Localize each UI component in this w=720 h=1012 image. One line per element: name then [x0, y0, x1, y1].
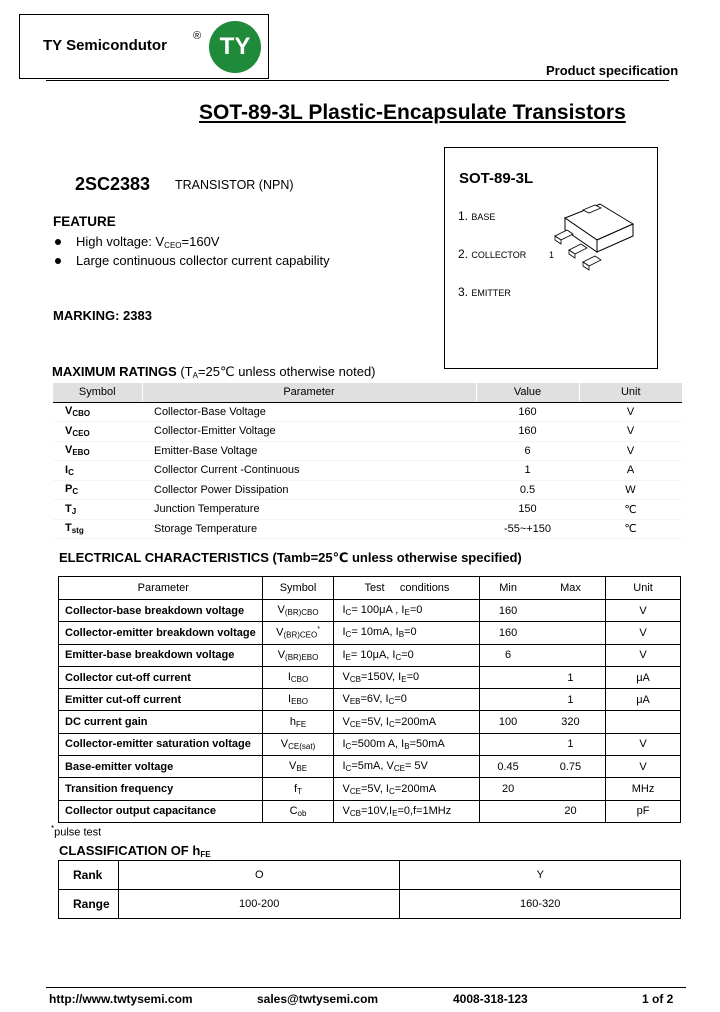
max-ratings-table: [53, 383, 682, 539]
column-header: Unit: [579, 383, 682, 402]
symbol-cell: $h_{FE}$: [262, 711, 334, 733]
table-row: [59, 800, 681, 822]
symbol-cell: $f_T$: [262, 778, 334, 800]
parameter-cell: Collector-Base Voltage: [154, 405, 266, 418]
parameter-cell: Collector-Emitter Voltage: [154, 425, 276, 438]
pin-3: 3. EMITTER: [458, 285, 511, 299]
unit-cell: V: [626, 444, 635, 457]
unit-cell: V: [626, 425, 635, 438]
condition-cell: $V_{CE}=5V$, $I_C=200mA$: [334, 711, 480, 733]
parameter-cell: Collector-emitter saturation voltage: [65, 738, 251, 751]
table-row: [59, 861, 681, 890]
table-row: [53, 500, 682, 520]
value-cell: 160: [518, 425, 537, 438]
column-header: Parameter: [137, 582, 189, 594]
bullet-icon: [55, 239, 61, 245]
spec-label: Product specification: [546, 63, 679, 78]
min-cell: 6: [480, 644, 536, 666]
parameter-cell: Collector output capacitance: [65, 805, 216, 818]
column-header: Max: [560, 582, 581, 594]
page-title: SOT-89-3L Plastic-Encapsulate Transistors: [199, 101, 626, 124]
table-row: [59, 778, 681, 800]
footer-phone: 4008-318-123: [453, 992, 528, 1006]
range-y: 160-320: [400, 890, 681, 919]
parameter-cell: Base-emitter voltage: [65, 760, 174, 773]
footer-divider: [46, 987, 686, 988]
logo-text: TY: [219, 33, 251, 60]
rank-o: O: [118, 861, 400, 890]
parameter-cell: Collector-base breakdown voltage: [65, 604, 245, 617]
min-cell: 160: [480, 622, 536, 644]
max-cell: 320: [561, 716, 580, 729]
min-cell: [480, 689, 536, 711]
symbol-cell: $V_{EBO}$: [65, 444, 90, 458]
page-number: 1 of 2: [642, 992, 674, 1006]
symbol-cell: $V_{(BR)CBO}$: [262, 600, 334, 622]
min-cell: [480, 666, 536, 688]
pin-1: 1. BASE: [458, 209, 496, 223]
table-row: [59, 600, 681, 622]
brand-name: TY Semicondutor: [43, 37, 167, 54]
pulse-note: *pulse test: [51, 824, 102, 839]
footer-email-link[interactable]: sales@twtysemi.com: [257, 992, 379, 1006]
table-row: [53, 461, 682, 481]
value-cell: 160: [518, 405, 537, 418]
classification-table: [58, 860, 681, 919]
table-row: [53, 441, 682, 461]
feature-heading: FEATURE: [53, 214, 116, 229]
range-label: Range: [73, 897, 110, 911]
symbol-cell: $V_{(BR)EBO}$: [262, 644, 334, 666]
condition-cell: $I_E= 10\mu A$, $I_C=0$: [334, 644, 480, 666]
condition-cell: $I_C=500m$ A, $I_B=50mA$: [334, 733, 480, 755]
unit-cell: ℃: [624, 503, 637, 516]
electrical-table: [58, 576, 681, 823]
table-row: [59, 622, 681, 644]
symbol-cell: $P_C$: [65, 483, 79, 497]
unit-cell: A: [626, 464, 635, 477]
rank-label: Rank: [73, 868, 103, 882]
max-cell: 1: [567, 693, 574, 706]
max-cell: 0.75: [559, 760, 582, 773]
max-cell: [536, 778, 606, 800]
unit-cell: V: [606, 622, 681, 644]
package-drawing: [545, 196, 645, 286]
parameter-cell: DC current gain: [65, 716, 148, 729]
unit-cell: [606, 711, 681, 733]
package-title: SOT-89-3L: [459, 170, 534, 187]
symbol-cell: $T_J$: [65, 502, 77, 516]
parameter-cell: Transition frequency: [65, 783, 174, 796]
registered-mark: ®: [193, 30, 202, 42]
table-row: [59, 733, 681, 755]
unit-cell: V: [606, 733, 681, 755]
parameter-cell: Collector Power Dissipation: [154, 483, 289, 496]
electrical-heading: ELECTRICAL CHARACTERISTICS (Tamb=25℃ unless otherwise specified): [59, 550, 522, 565]
classification-heading: CLASSIFICATION OF $h_{FE}$: [59, 843, 211, 859]
max-cell: [536, 644, 606, 666]
condition-cell: $V_{CB}=150V$, $I_E=0$: [334, 666, 480, 688]
symbol-cell: $I_C$: [65, 463, 74, 477]
value-cell: 1: [524, 464, 531, 477]
parameter-cell: Emitter-base breakdown voltage: [65, 649, 235, 662]
parameter-cell: Storage Temperature: [154, 522, 258, 535]
table-row: [53, 402, 682, 422]
parameter-cell: Collector cut-off current: [65, 671, 191, 684]
marking: MARKING: 2383: [53, 308, 152, 323]
table-row: [59, 666, 681, 688]
max-cell: [536, 600, 606, 622]
condition-cell: $I_C= 10mA$, $I_B=0$: [334, 622, 480, 644]
drawing-pin-label: 1: [549, 250, 555, 260]
value-cell: 150: [518, 503, 537, 516]
min-cell: 20: [480, 778, 536, 800]
feature-item: Large continuous collector current capability: [55, 253, 330, 268]
feature-item: High voltage: $V_{CEO}=160V$: [55, 234, 219, 250]
column-header: Symbol: [53, 383, 142, 402]
part-number: 2SC2383: [75, 174, 151, 194]
symbol-cell: $V_{CEO}$: [65, 424, 90, 438]
unit-cell: MHz: [606, 778, 681, 800]
max-ratings-heading: MAXIMUM RATINGS ($T_A=25℃$ unless otherwise noted): [52, 364, 376, 380]
table-row: [59, 644, 681, 666]
value-cell: 0.5: [519, 483, 536, 496]
unit-cell: ℃: [624, 523, 637, 536]
unit-cell: V: [626, 405, 635, 418]
parameter-cell: Emitter cut-off current: [65, 693, 182, 706]
unit-cell: V: [606, 600, 681, 622]
min-cell: [480, 733, 536, 755]
condition-cell: $V_{EB}=6V$, $I_C=0$: [334, 689, 480, 711]
table-row: [53, 519, 682, 539]
footer-url-link[interactable]: http://www.twtysemi.com: [49, 992, 193, 1006]
value-cell: -55~+150: [503, 522, 552, 535]
range-o: 100-200: [118, 890, 400, 919]
condition-cell: $I_C= 100\mu A$ , $I_E=0$: [334, 600, 480, 622]
column-header: Test conditions: [334, 577, 480, 600]
column-header: Symbol: [262, 577, 334, 600]
min-cell: 0.45: [480, 756, 536, 778]
unit-cell: W: [625, 483, 636, 496]
unit-cell: μA: [606, 666, 681, 688]
column-header: Parameter: [142, 383, 476, 402]
value-cell: 6: [524, 444, 531, 457]
symbol-cell: $I_{CBO}$: [262, 666, 334, 688]
pin-2: 2. COLLECTOR: [458, 247, 527, 261]
parameter-cell: Collector-emitter breakdown voltage: [65, 626, 256, 639]
table-row: [59, 689, 681, 711]
symbol-cell: $T_{stg}$: [65, 522, 84, 536]
company-logo: [209, 21, 261, 73]
unit-cell: pF: [606, 800, 681, 822]
condition-cell: $V_{CE}=5V$, $I_C=200mA$: [334, 778, 480, 800]
symbol-cell: $V_{CE(sat)}$: [262, 733, 334, 755]
symbol-cell: $V_{BE}$: [262, 756, 334, 778]
max-cell: [536, 622, 606, 644]
unit-cell: V: [606, 644, 681, 666]
max-cell: 1: [567, 671, 574, 684]
column-header: Unit: [606, 577, 681, 600]
rank-y: Y: [400, 861, 681, 890]
unit-cell: μA: [606, 689, 681, 711]
symbol-cell: $V_{CBO}$: [65, 405, 91, 419]
symbol-cell: $C_{ob}$: [262, 800, 334, 822]
parameter-cell: Junction Temperature: [154, 503, 260, 516]
part-description: TRANSISTOR (NPN): [175, 178, 294, 192]
condition-cell: $I_C=5mA$, $V_{CE}= 5V$: [334, 756, 480, 778]
table-row: [53, 480, 682, 500]
table-row: [53, 422, 682, 442]
max-cell: 1: [567, 738, 574, 751]
bullet-icon: [55, 258, 61, 264]
parameter-cell: Emitter-Base Voltage: [154, 444, 258, 457]
max-cell: 20: [564, 805, 577, 818]
parameter-cell: Collector Current -Continuous: [154, 464, 300, 477]
column-header: Min: [480, 577, 536, 600]
table-row: [59, 756, 681, 778]
condition-cell: $V_{CB}=10V,I_E=0,f=1MHz$: [334, 800, 480, 822]
unit-cell: V: [606, 756, 681, 778]
min-cell: [480, 800, 536, 822]
table-row: [59, 711, 681, 733]
symbol-cell: $I_{EBO}$: [262, 689, 334, 711]
column-header: Value: [476, 383, 579, 402]
header-divider: [46, 80, 669, 81]
min-cell: 160: [480, 600, 536, 622]
symbol-cell: $V_{(BR)CEO}^*$: [262, 622, 334, 644]
table-row: [59, 890, 681, 919]
min-cell: 100: [480, 711, 536, 733]
